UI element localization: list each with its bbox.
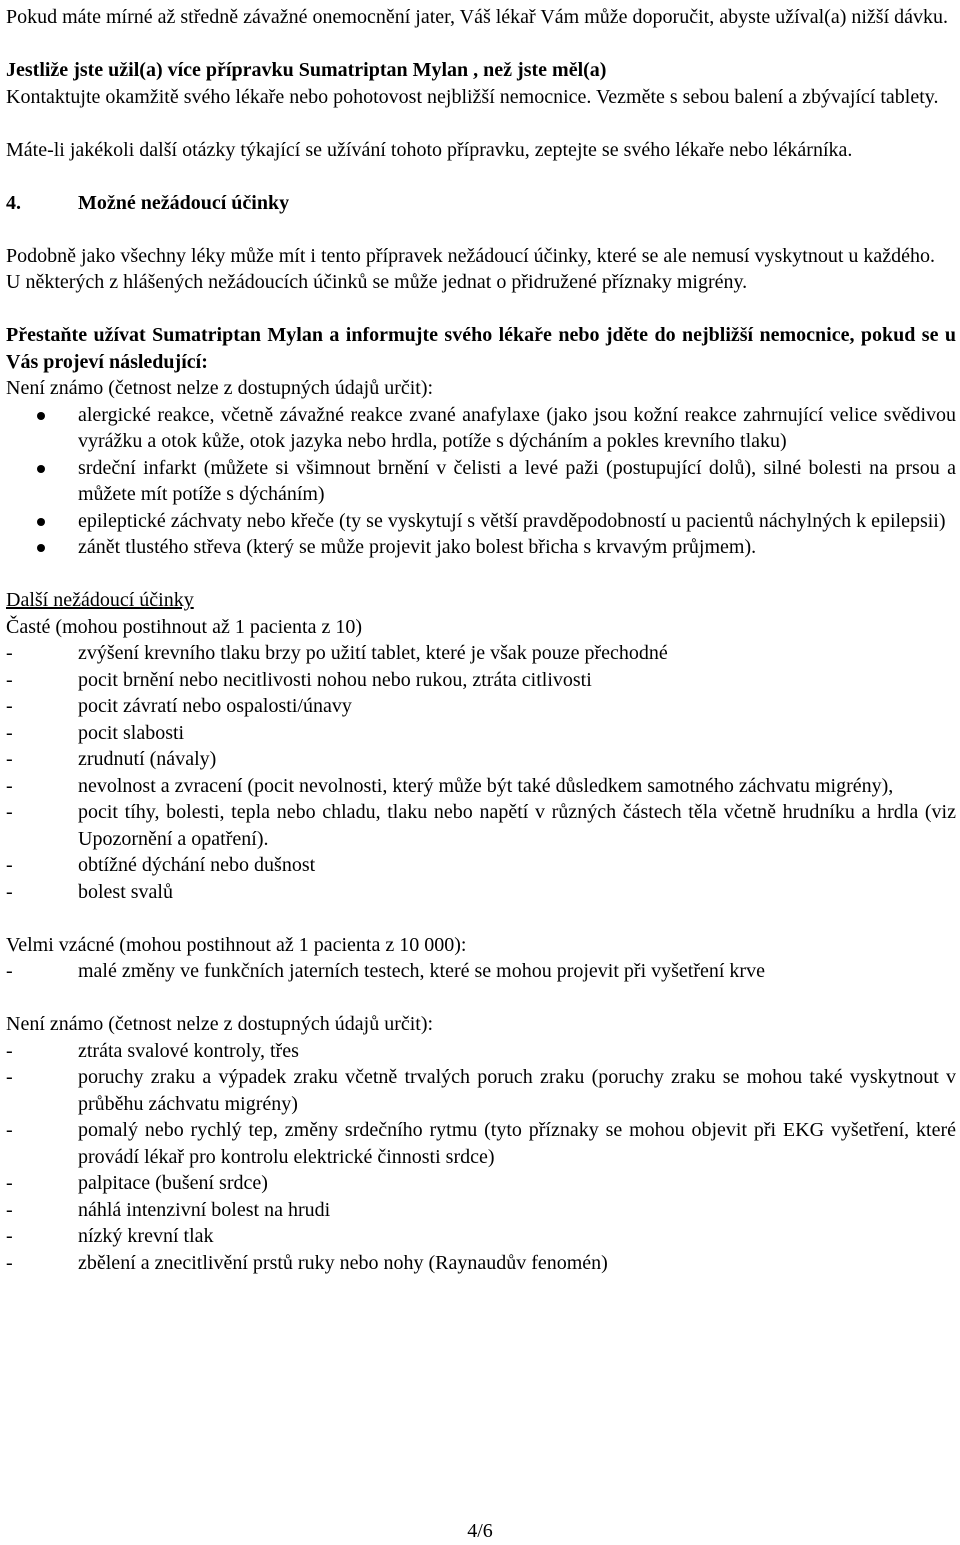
list-item: - ztráta svalové kontroly, třes [6,1039,299,1062]
list-item: - poruchy zraku a výpadek zraku včetně trvalých poruch zraku (poruchy zraku se mohou také vyskytnout v průběhu záchvatu migrény) [6,1066,956,1115]
other-effects-heading: Další nežádoucí účinky [6,589,194,611]
list-item: zánět tlustého střeva (který se může projevit jako bolest břicha s krvavým průjmem). [6,534,956,561]
bullet-icon [37,412,45,420]
common-frequency-label: Časté (mohou postihnout až 1 pacienta z 10) [6,615,363,638]
list-item: alergické reakce, včetně závažné reakce zvané anafylaxe (jako jsou kožní reakce zahrnující velice svědivou vyrážku a otok kůže, otok jazyka nebo hrdla, potíže s dýcháním a pokles krevního tlaku) [6,402,956,455]
page-number: 4/6 [467,1520,493,1542]
section-title: Možné nežádoucí účinky [78,191,290,214]
list-item: - náhlá intenzivní bolest na hrudi [6,1198,331,1221]
section-number: 4. [6,191,21,214]
unknown-frequency-label: Není známo (četnost nelze z dostupných údajů určit): [6,1013,434,1035]
list-item: epileptické záchvaty nebo křeče (ty se vyskytují s větší pravděpodobností u pacientů náchylných k epilepsii) [6,508,956,535]
list-item: - pocit slabosti [6,721,185,744]
migraine-symptoms-note: U některých z hlášených nežádoucích účinků se může jednat o přidružené příznaky migrény. [6,271,748,293]
list-item: - zbělení a znecitlivění prstů ruky nebo nohy (Raynaudův fenomén) [6,1251,608,1274]
list-item: - bolest svalů [6,880,173,903]
bullet-icon [37,518,45,526]
document-page [6,4,956,1276]
frequency-unknown-label: Není známo (četnost nelze z dostupných údajů určit): [6,377,434,399]
overdose-paragraph: Kontaktujte okamžitě svého lékaře nebo pohotovost nejbližší nemocnice. Vezměte s sebou balení a zbývající tablety. [6,85,939,108]
bullet-icon [37,465,45,473]
list-item: - zvýšení krevního tlaku brzy po užití tablet, které je však pouze přechodné [6,642,668,664]
list-item: - obtížné dýchání nebo dušnost [6,854,316,876]
list-item: - pomalý nebo rychlý tep, změny srdečního rytmu (tyto příznaky se mohou objevit při EKG vyšetření, které provádí lékař pro kontrolu elektrické činnosti srdce) [6,1119,956,1168]
list-item: - malé změny ve funkčních jaterních testech, které se mohou projevit při vyšetření krve [6,960,765,982]
list-item: srdeční infarkt (můžete si všimnout brnění v čelisti a levé paži (postupující dolů), silné bolesti na prsou a můžete mít potíže s dýcháním) [6,455,956,508]
overdose-heading: Jestliže jste užil(a) více přípravku Sumatriptan Mylan , než jste měl(a) [6,59,607,81]
list-item: - pocit tíhy, bolesti, tepla nebo chladu, tlaku nebo napětí v různých částech těla včetně hrudníku a hrdla (viz Upozornění a opatření). [6,801,956,850]
list-item: - zrudnutí (návaly) [6,748,217,770]
bullet-icon [37,544,45,552]
list-item: - nízký krevní tlak [6,1225,214,1247]
very-rare-effects-list [6,958,956,985]
side-effects-intro: Podobně jako všechny léky může mít i tento přípravek nežádoucí účinky, které se ale nemusí vyskytnout u každého. [6,244,936,267]
unknown-effects-list [6,1038,956,1277]
very-rare-frequency-label: Velmi vzácné (mohou postihnout až 1 pacienta z 10 000): [6,933,467,956]
stop-taking-warning: Přestaňte užívat Sumatriptan Mylan a informujte svého lékaře nebo jděte do nejbližší nemocnice, pokud se u Vás projeví následující: [6,324,956,373]
list-item: - pocit brnění nebo necitlivosti nohou nebo rukou, ztráta citlivosti [6,668,592,691]
common-effects-list [6,640,956,905]
serious-effects-list [6,402,956,561]
list-item: - nevolnost a zvracení (pocit nevolnosti, který může být také důsledkem samotného záchvatu migrény), [6,774,894,797]
list-item: - palpitace (bušení srdce) [6,1172,268,1194]
list-item: - pocit závratí nebo ospalosti/únavy [6,695,352,717]
questions-paragraph: Máte-li jakékoli další otázky týkající se užívání tohoto přípravku, zeptejte se svého lékaře nebo lékárníka. [6,138,853,161]
section-heading [6,190,956,217]
liver-dose-paragraph: Pokud máte mírné až středně závažné onemocnění jater, Váš lékař Vám může doporučit, abyste užíval(a) nižší dávku. [6,6,949,28]
